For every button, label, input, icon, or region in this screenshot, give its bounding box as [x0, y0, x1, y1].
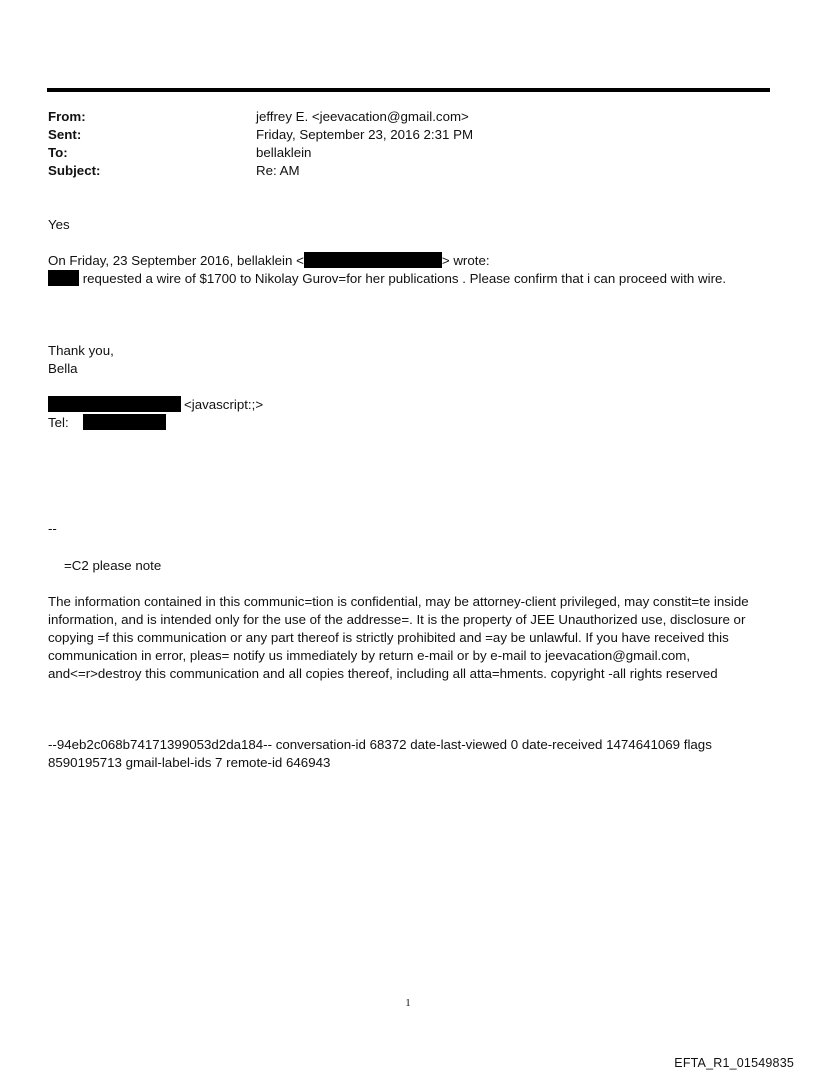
subject-row [48, 162, 473, 180]
tel-line [48, 414, 166, 432]
request-line [48, 270, 726, 288]
to-row [48, 144, 473, 162]
sent-value: Friday, September 23, 2016 2:31 PM [256, 127, 474, 142]
sent-label: Sent: [48, 127, 82, 142]
from-row [48, 108, 473, 126]
to-label: To: [48, 145, 68, 160]
page-number: 1 [405, 997, 411, 1009]
thanks-text: Thank you, [48, 343, 114, 358]
metadata-text: --94eb2c068b74171399053d2da184-- conversation-id 68372 date-last-viewed 0 date-received 1474641069 flags 8590195713 gmail-label-ids 7 remote-id 646943 [48, 737, 712, 770]
subject-value: Re: AM [256, 163, 300, 178]
sent-row [48, 126, 473, 144]
request-text: requested a wire of $1700 to Nikolay Gurov=for her publications . Please confirm that i can proceed with wire. [79, 271, 727, 286]
signature-name: Bella [48, 361, 78, 376]
from-label: From: [48, 109, 86, 124]
to-value: bellaklein [256, 145, 312, 160]
document-id: EFTA_R1_01549835 [674, 1056, 794, 1070]
quote-intro [48, 252, 490, 270]
quote-intro-end: > wrote: [441, 253, 490, 268]
reply-text: Yes [48, 217, 70, 232]
from-value: jeffrey E. <jeevacation@gmail.com> [256, 109, 469, 124]
quote-intro-start: On Friday, 23 September 2016, bellaklein < [48, 253, 304, 268]
redaction-bar [48, 396, 181, 412]
javascript-link[interactable]: <javascript:;> [184, 397, 264, 412]
subject-label: Subject: [48, 163, 101, 178]
header-divider [47, 88, 770, 92]
redaction-bar [304, 252, 442, 268]
separator-text: -- [48, 521, 57, 536]
redaction-bar [83, 414, 166, 430]
redaction-bar [48, 270, 79, 286]
disclaimer-text: The information contained in this communic=tion is confidential, may be attorney-client privileged, may constit=te inside information, and is intended only for the use of the addresse=. It is the property of JEE Unauthorized use, disclosure or copying =f this communication or any part thereof is strictly prohibited and =ay be unlawful. If you have received this communication in error, pleas= notify us immediately by return e-mail or by e-mail to jeevacation@gmail.com, and<=r>destroy this communication and all copies thereof, including all atta=hments. copyright -all rights reserved [48, 594, 749, 681]
signature-email-line [48, 396, 263, 414]
note-text: =C2 please note [64, 558, 162, 573]
tel-label: Tel: [48, 415, 69, 430]
email-header [48, 108, 473, 180]
